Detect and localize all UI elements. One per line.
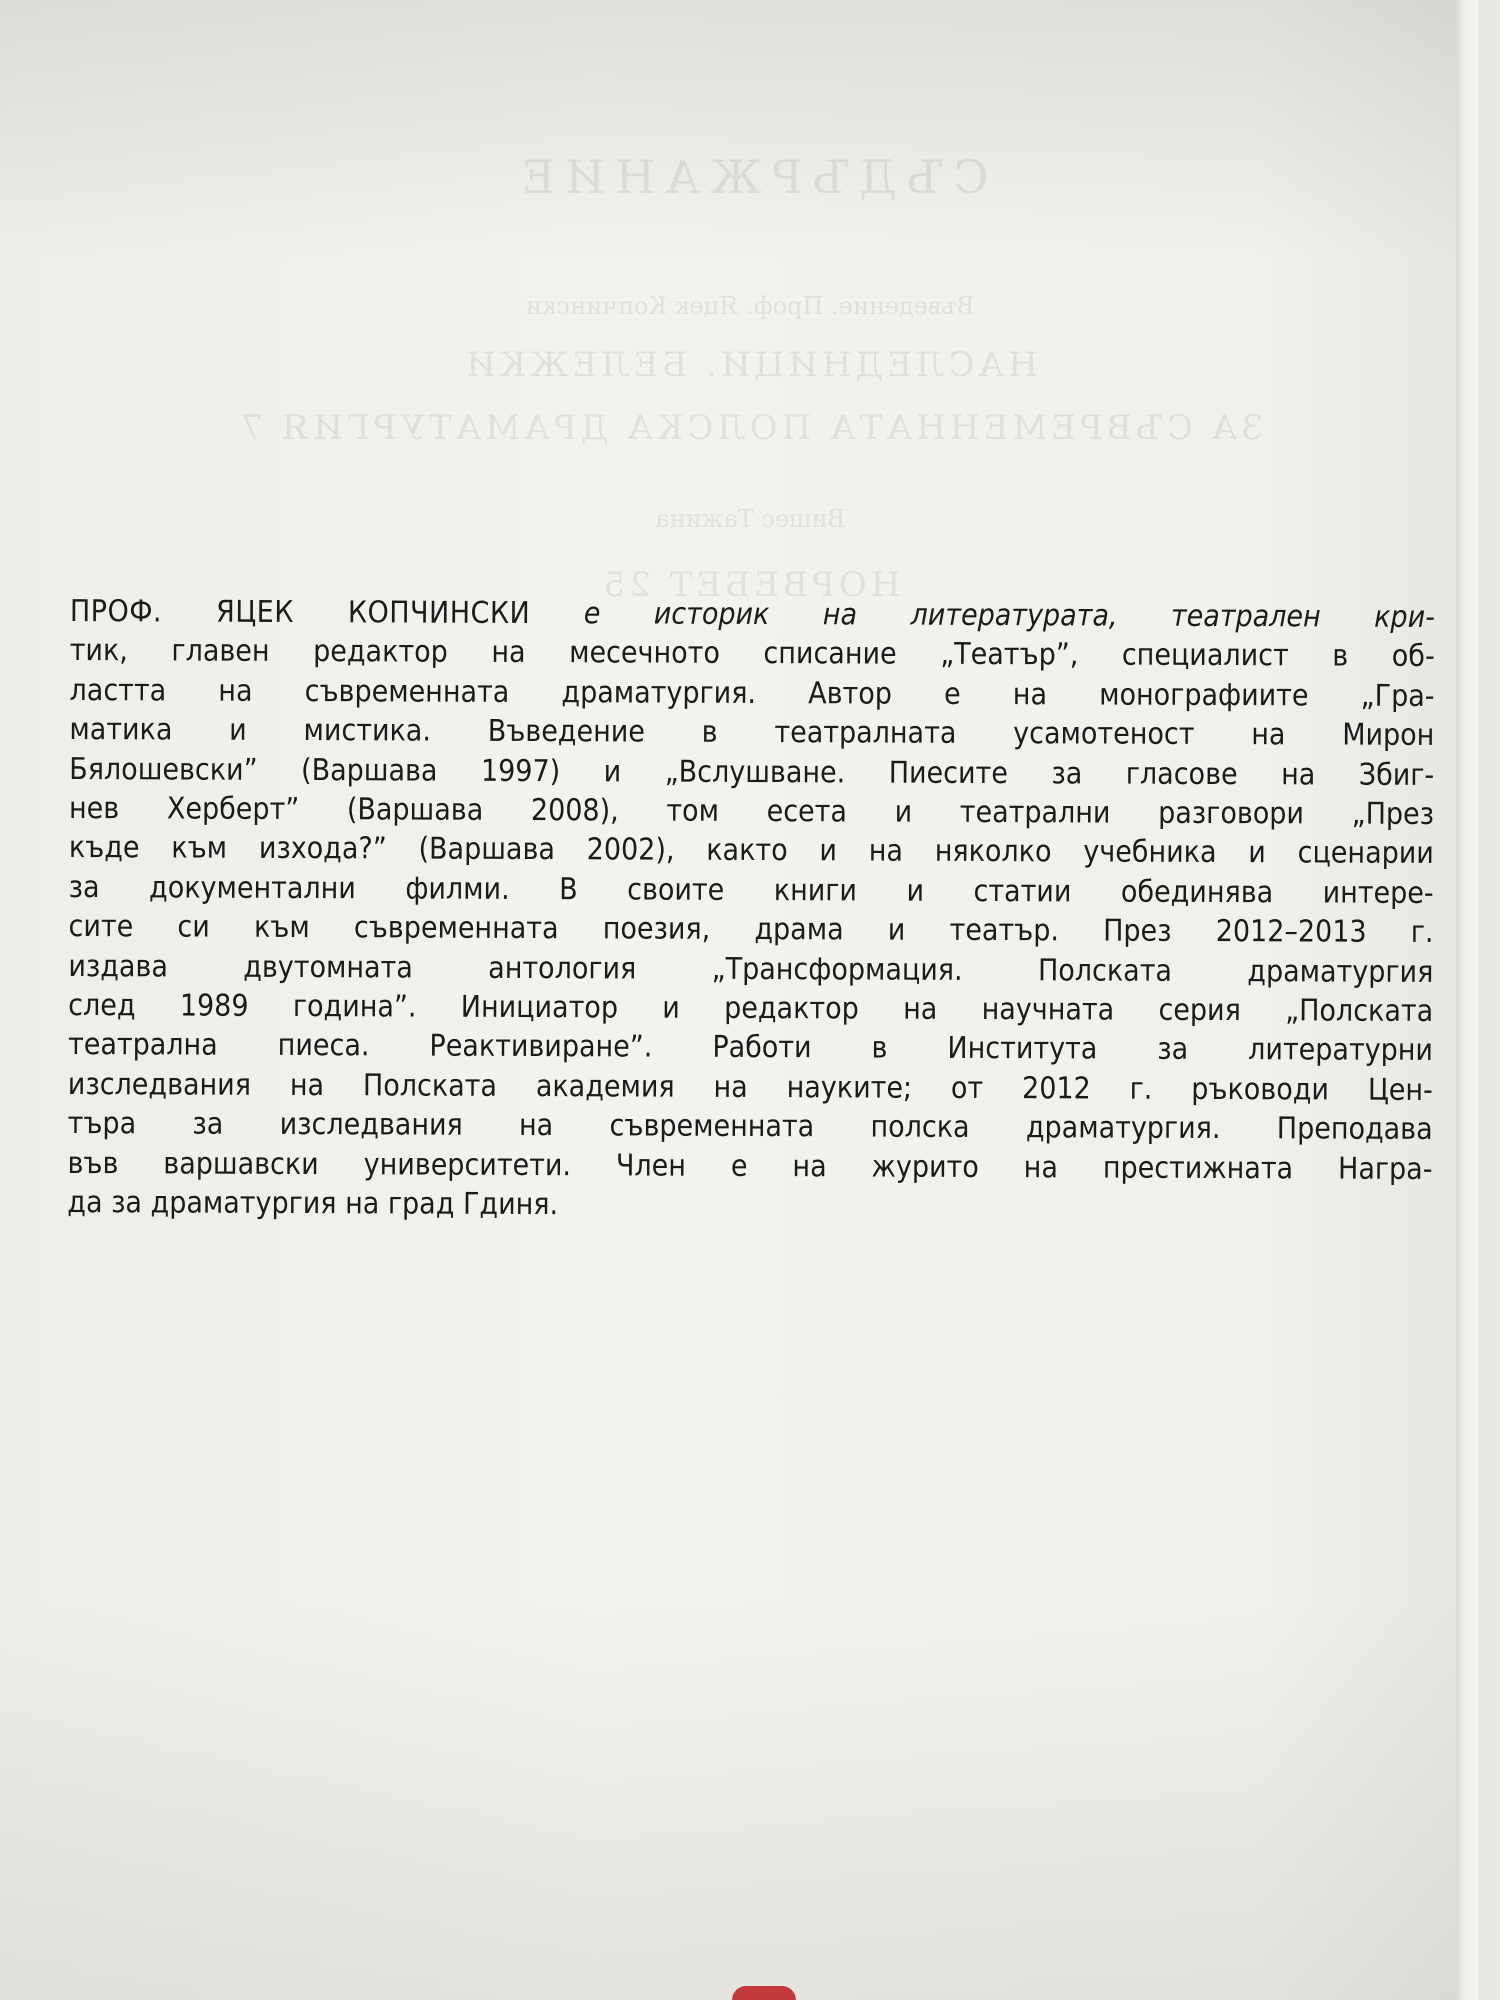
bio-line: след 1989 година”. Инициатор и редактор на научната серия „Полската xyxy=(68,988,1434,1030)
bio-line: изследвания на Полската академия на науките; от 2012 г. ръководи Цен- xyxy=(67,1066,1433,1108)
bio-line-tail: Преподава xyxy=(1276,1111,1433,1148)
bio-line: да за драматургия на град Гдиня. xyxy=(67,1185,559,1223)
bio-line: тик, главен редактор на месечното списание „Театър”, специалист в об- xyxy=(69,633,1435,675)
top-shadow xyxy=(0,0,1478,260)
bio-line: къде към изхода?” (Варшава 2002), както и на няколко учебника и сценарии xyxy=(68,830,1434,872)
show-through-line: Вишес Тажина xyxy=(655,505,845,533)
show-through-line: ЗА СЪВРЕМЕННАТА ПОЛСКА ДРАМАТУРГИЯ 7 xyxy=(237,408,1263,448)
bio-line: ластта на съвременната драматургия. Автор е на монографиите „Гра- xyxy=(69,672,1435,714)
bio-line: сите си към съвременната поезия, драма и театър. През 2012–2013 г. xyxy=(68,909,1434,951)
page-edge xyxy=(1456,0,1478,2000)
bio-line-text: е историк на литературата, театрален кри- xyxy=(583,596,1435,635)
bio-line: във варшавски университети. Член е на журито на престижната Награ- xyxy=(67,1145,1433,1187)
bio-line xyxy=(68,1104,1433,1149)
bookmark-ribbon xyxy=(732,1986,796,2000)
author-bio-paragraph xyxy=(67,592,1435,1228)
bio-line: театрална пиеса. Реактивиране”. Работи в Института за литературни xyxy=(67,1027,1434,1069)
show-through-line: Въведение. Проф. Яцек Копчински xyxy=(525,292,975,320)
show-through-heading: СЪДЪРЖАНИЕ xyxy=(511,150,989,204)
author-name: ПРОФ. ЯЦЕК КОПЧИНСКИ xyxy=(69,594,531,632)
bio-line: нев Херберт” (Варшава 2008), том есета и театрални разговори „През xyxy=(68,791,1435,832)
bio-line: издава двутомната антология „Трансформация. Полската драматургия xyxy=(68,948,1434,990)
bio-line: Бялошевски” (Варшава 1997) и „Вслушване. Пиесите за гласове на Збиг- xyxy=(69,751,1435,793)
bottom-shadow xyxy=(0,1600,1478,2000)
bio-line: за документални филми. В своите книги и статии обединява интере- xyxy=(68,869,1434,911)
bio-line xyxy=(70,592,1435,637)
show-through-line: НОРВЕБЕТ 25 xyxy=(599,565,901,605)
bio-line-text: търа за изследвания на съвременната полска драматургия. xyxy=(67,1106,1221,1147)
bio-line: матика и мистика. Въведение в театралната усамотеност на Мирон xyxy=(69,712,1435,754)
show-through-line: НАСЛЕДНИЦИ. БЕЛЕЖКИ xyxy=(462,345,1038,385)
